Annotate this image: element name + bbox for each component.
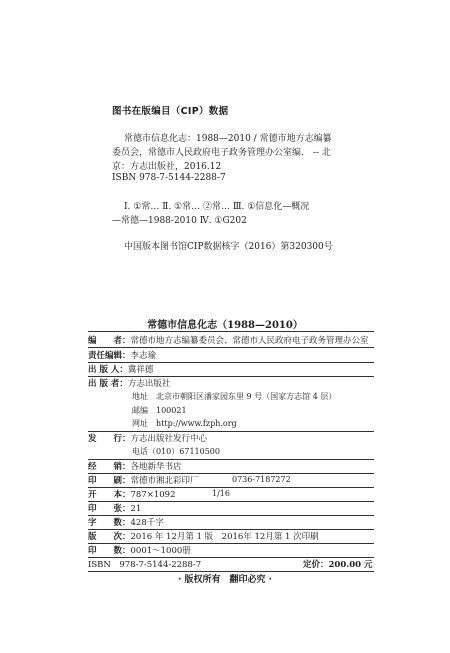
book-title: 常德市信息化志（1988—2010） — [147, 320, 303, 331]
cip-line-2: 委员会，常德市人民政府电子政务管理办公室编． -- 北 — [112, 148, 331, 158]
distributor-value: 方志出版社发行中心 — [130, 434, 208, 444]
cip-line-3: 京：方志出版社，2016.12 — [112, 162, 222, 172]
printer-row — [88, 474, 199, 486]
cip-heading: 图书在版编目（CIP）数据 — [112, 106, 229, 117]
printer-phone: 0736-7187272 — [232, 475, 291, 484]
publisher-value: 方志出版社 — [127, 379, 171, 389]
seller-value: 各地新华书店 — [130, 462, 182, 472]
cip-line-4: ISBN 978-7-5144-2288-7 — [112, 173, 226, 183]
editors-value: 常德市地方志编纂委员会、常德市人民政府电子政务管理办公室 — [130, 336, 369, 346]
chief-editor-row — [88, 349, 156, 361]
sheets-label: 印 张： — [88, 504, 131, 514]
publisher-label: 出 版 者： — [88, 379, 128, 389]
publisher-website: 网址 http://www.fzph.org — [132, 419, 237, 428]
format-value: 787×1092 — [130, 490, 176, 500]
format-label: 开 本： — [88, 490, 131, 500]
sheets-row — [88, 502, 141, 514]
print-run-row — [88, 544, 191, 556]
words-row — [88, 516, 164, 528]
copyright-notice: · 版权所有 翻印必究 · — [177, 575, 273, 585]
isbn-value: ISBN 978-7-5144-2288-7 — [88, 560, 202, 570]
publisher-person-row — [88, 363, 153, 375]
cip-line-1: 常德市信息化志：1988—2010 / 常德市地方志编纂 — [124, 134, 332, 144]
cip-line-7: 中国版本图书馆CIP数据核字（2016）第320300号 — [124, 242, 333, 252]
seller-label: 经 销： — [88, 462, 131, 472]
print-run-label: 印 数： — [88, 546, 131, 556]
publisher-row — [88, 377, 170, 389]
words-value: 428千字 — [130, 518, 164, 528]
words-label: 字 数： — [88, 518, 131, 528]
editors-row — [88, 334, 369, 346]
cip-line-5: Ⅰ. ①常… Ⅱ. ①常… ②常… Ⅲ. ①信息化—概况 — [124, 202, 310, 212]
chief-editor-value: 李志瑜 — [130, 351, 157, 361]
rule — [88, 347, 374, 348]
printer-value: 常德市湘北彩印厂 — [130, 476, 199, 486]
edition-value: 2016 年 12月第 1 版 2016年 12月第 1 次印刷 — [130, 532, 319, 542]
format-row — [88, 488, 176, 500]
distributor-row — [88, 432, 207, 444]
publisher-postcode: 邮编 100021 — [132, 406, 187, 415]
print-run-value: 0001～1000册 — [130, 546, 191, 556]
publisher-person-label: 出 版 人： — [88, 365, 128, 375]
editors-label: 编 者： — [88, 336, 131, 346]
distributor-phone: 电话（010）67110500 — [132, 447, 220, 456]
printer-label: 印 刷： — [88, 476, 131, 486]
seller-row — [88, 460, 182, 472]
sheets-value: 21 — [130, 504, 142, 514]
publisher-person-value: 冀祥德 — [127, 365, 154, 375]
distributor-label: 发 行： — [88, 434, 131, 444]
edition-label: 版 次： — [88, 532, 131, 542]
format-fold: 1/16 — [212, 489, 230, 498]
publisher-address: 地址 北京市朝阳区潘家园东里 9 号（国家方志馆 4 层） — [132, 392, 337, 401]
isbn-row — [88, 558, 201, 570]
price: 定价：200.00 元 — [303, 560, 373, 570]
cip-line-6: —常德—1988-2010 Ⅳ. ①G202 — [112, 216, 247, 226]
top-rule — [88, 331, 374, 332]
edition-row — [88, 530, 319, 542]
chief-editor-label: 责任编辑： — [88, 351, 131, 361]
